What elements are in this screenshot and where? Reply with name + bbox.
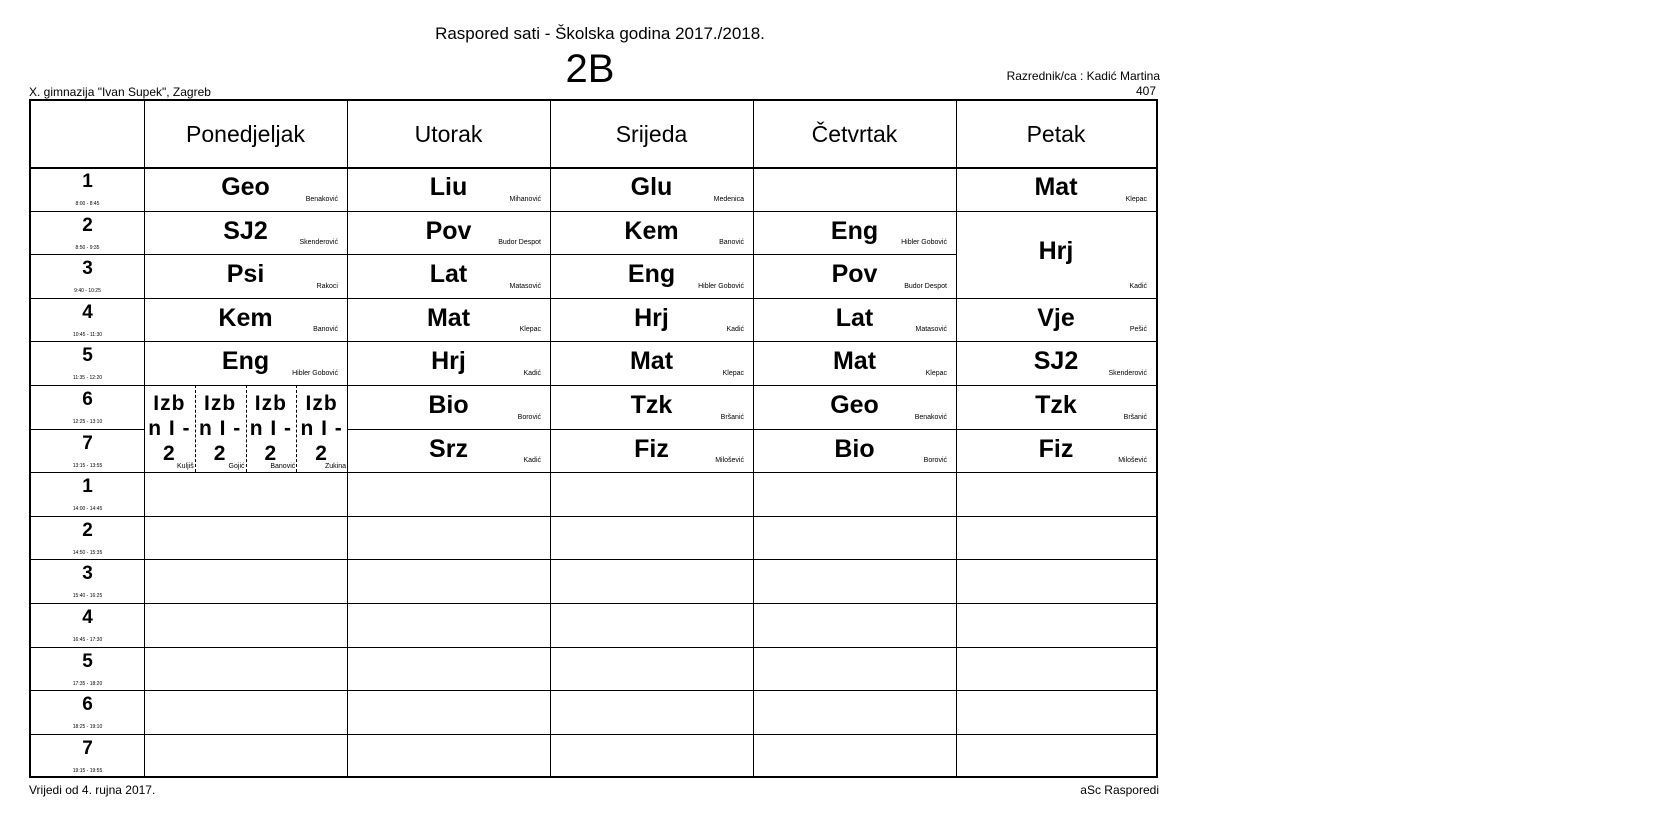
period-number: 6 bbox=[82, 389, 93, 410]
lesson-subject: Eng bbox=[627, 260, 676, 289]
lesson-subject: SJ2 bbox=[223, 216, 268, 245]
day-header: Utorak bbox=[414, 121, 483, 147]
lesson-teacher: Borović bbox=[923, 457, 947, 465]
lesson-subject: Pov bbox=[425, 216, 472, 245]
period-time: 15:40 - 16:25 bbox=[72, 593, 103, 600]
period-time: 14:50 - 15:35 bbox=[72, 549, 103, 556]
lesson-subject: Lat bbox=[835, 303, 874, 332]
period-number: 7 bbox=[82, 737, 93, 759]
row-divider bbox=[31, 647, 1156, 648]
split-lesson-teacher: Kuljiš bbox=[177, 463, 194, 471]
period-time: 19:15 - 19:55 bbox=[72, 767, 103, 774]
row-divider bbox=[31, 603, 1156, 604]
lesson-teacher: Benaković bbox=[305, 195, 338, 203]
lesson-teacher: Hibler Gobović bbox=[698, 282, 744, 290]
split-lesson-subject: Izb n I - 2 bbox=[249, 392, 293, 465]
lesson-cell[interactable] bbox=[753, 429, 956, 473]
lesson-teacher: Kadić bbox=[1129, 282, 1147, 290]
lesson-teacher: Skenderović bbox=[299, 239, 338, 247]
split-lesson-subject: Izb n I - 2 bbox=[198, 392, 242, 465]
period-number: 3 bbox=[82, 258, 93, 280]
lesson-subject: Bio bbox=[834, 434, 875, 463]
split-lesson-teacher: Banović bbox=[270, 463, 296, 471]
lesson-cell[interactable] bbox=[550, 211, 753, 255]
split-lesson[interactable] bbox=[144, 385, 195, 472]
lesson-subject: Tzk bbox=[630, 391, 673, 419]
row-divider bbox=[31, 690, 1156, 691]
lesson-teacher: Kadić bbox=[523, 457, 541, 465]
lesson-cell[interactable] bbox=[550, 298, 753, 342]
lesson-teacher: Klepac bbox=[1125, 195, 1147, 203]
lesson-teacher: Medenica bbox=[713, 195, 744, 203]
lesson-teacher: Kadić bbox=[726, 326, 744, 334]
lesson-subject: Fiz bbox=[1038, 434, 1074, 463]
homeroom-teacher: Razrednik/ca : Kadić Martina bbox=[1006, 69, 1160, 83]
lesson-cell[interactable] bbox=[956, 298, 1156, 342]
lesson-cell[interactable] bbox=[347, 167, 550, 211]
period-number: 1 bbox=[82, 476, 93, 498]
lesson-teacher: Klepac bbox=[722, 369, 744, 377]
lesson-teacher: Banović bbox=[313, 326, 338, 334]
lesson-cell[interactable] bbox=[144, 254, 347, 298]
lesson-subject: Srz bbox=[429, 434, 468, 463]
split-divider bbox=[246, 385, 247, 472]
split-divider bbox=[195, 385, 196, 472]
lesson-cell[interactable] bbox=[347, 211, 550, 255]
lesson-teacher: Kadić bbox=[523, 369, 541, 377]
lesson-subject: Fiz bbox=[634, 434, 669, 463]
software-credit: aSc Rasporedi bbox=[1080, 783, 1159, 797]
period-time: 11:35 - 12:20 bbox=[72, 375, 103, 382]
lesson-teacher: Budor Despot bbox=[904, 282, 947, 290]
lesson-subject: Pov bbox=[831, 260, 878, 289]
room-number: 407 bbox=[1135, 84, 1156, 98]
row-divider bbox=[31, 734, 1156, 735]
lesson-subject: Hrj bbox=[1038, 236, 1074, 265]
lesson-teacher: Klepac bbox=[925, 369, 947, 377]
row-divider bbox=[31, 429, 144, 430]
row-divider bbox=[31, 559, 1156, 560]
lesson-cell[interactable] bbox=[144, 298, 347, 342]
period-number: 1 bbox=[82, 171, 93, 192]
lesson-teacher: Banović bbox=[719, 239, 744, 247]
period-number: 3 bbox=[82, 563, 93, 585]
day-header: Srijeda bbox=[615, 121, 688, 147]
lesson-cell[interactable] bbox=[550, 341, 753, 385]
split-lesson-teacher: Zukina bbox=[324, 463, 346, 471]
lesson-cell[interactable] bbox=[753, 211, 956, 255]
lesson-teacher: Matasović bbox=[509, 282, 541, 290]
split-divider bbox=[296, 385, 297, 472]
lesson-teacher: Rakoci bbox=[316, 282, 338, 290]
timetable-grid bbox=[29, 99, 1158, 778]
lesson-teacher: Milošević bbox=[715, 457, 744, 465]
lesson-cell[interactable] bbox=[550, 167, 753, 211]
timetable-title: Raspored sati - Školska godina 2017./2018. bbox=[435, 24, 765, 43]
period-number: 2 bbox=[82, 214, 93, 236]
lesson-cell[interactable] bbox=[347, 429, 550, 473]
lesson-subject: Geo bbox=[830, 391, 879, 419]
lesson-cell[interactable] bbox=[347, 254, 550, 298]
period-number: 6 bbox=[82, 694, 93, 716]
period-time: 12:25 - 13:10 bbox=[72, 419, 103, 425]
lesson-subject: Mat bbox=[629, 347, 674, 376]
split-lesson[interactable] bbox=[195, 385, 246, 472]
lesson-cell[interactable] bbox=[956, 167, 1156, 211]
lesson-cell[interactable] bbox=[550, 254, 753, 298]
period-time: 14:00 - 14:45 bbox=[72, 506, 103, 513]
period-number: 5 bbox=[82, 345, 93, 367]
lesson-subject: Lat bbox=[429, 260, 468, 289]
lesson-cell[interactable] bbox=[144, 341, 347, 385]
lesson-cell[interactable] bbox=[753, 298, 956, 342]
split-lesson-subject: Izb n I - 2 bbox=[300, 392, 343, 465]
day-header: Petak bbox=[1026, 121, 1086, 147]
lesson-teacher: Klepac bbox=[519, 326, 541, 334]
valid-from: Vrijedi od 4. rujna 2017. bbox=[29, 783, 156, 797]
lesson-subject: Glu bbox=[630, 173, 673, 201]
split-lesson-subject: Izb n I - 2 bbox=[148, 392, 191, 465]
period-number: 7 bbox=[82, 432, 93, 454]
period-number: 4 bbox=[82, 607, 93, 628]
lesson-cell[interactable] bbox=[753, 385, 956, 429]
lesson-cell[interactable] bbox=[144, 167, 347, 211]
lesson-teacher: Mihanović bbox=[509, 195, 541, 203]
row-divider bbox=[31, 516, 1156, 517]
lesson-subject: Mat bbox=[832, 347, 877, 376]
lesson-subject: Eng bbox=[221, 347, 270, 376]
lesson-subject: Hrj bbox=[634, 303, 669, 332]
lesson-teacher: Budor Despot bbox=[498, 239, 541, 247]
split-lesson[interactable] bbox=[296, 385, 347, 472]
lesson-teacher: Matasović bbox=[915, 326, 947, 334]
lesson-subject: Kem bbox=[624, 216, 679, 245]
lesson-subject: Eng bbox=[830, 216, 879, 245]
lesson-cell[interactable] bbox=[144, 211, 347, 255]
period-time: 18:25 - 19:10 bbox=[72, 724, 103, 731]
lesson-subject: Mat bbox=[1034, 173, 1078, 201]
period-time: 8:50 - 9:35 bbox=[75, 244, 100, 251]
period-time: 13:15 - 13:55 bbox=[72, 462, 103, 469]
lesson-teacher: Milošević bbox=[1118, 457, 1147, 465]
period-time: 17:35 - 18:20 bbox=[72, 680, 103, 687]
lesson-cell[interactable] bbox=[956, 211, 1156, 298]
lesson-subject: SJ2 bbox=[1033, 347, 1079, 376]
period-time: 8:00 - 8:45 bbox=[75, 201, 100, 207]
lesson-cell[interactable] bbox=[347, 385, 550, 429]
period-number: 2 bbox=[82, 519, 93, 541]
lesson-teacher: Hibler Gobović bbox=[901, 239, 947, 247]
lesson-cell[interactable] bbox=[550, 429, 753, 473]
split-lesson[interactable] bbox=[246, 385, 297, 472]
period-time: 16:45 - 17:30 bbox=[72, 637, 103, 643]
lesson-cell[interactable] bbox=[956, 429, 1156, 473]
period-time: 10:45 - 11:30 bbox=[72, 331, 103, 338]
lesson-cell[interactable] bbox=[753, 254, 956, 298]
lesson-teacher: Skenderović bbox=[1108, 369, 1147, 377]
lesson-subject: Geo bbox=[221, 173, 270, 201]
lesson-cell[interactable] bbox=[753, 341, 956, 385]
lesson-subject: Liu bbox=[429, 173, 468, 201]
lesson-cell[interactable] bbox=[347, 341, 550, 385]
lesson-subject: Vje bbox=[1037, 303, 1075, 332]
period-number: 4 bbox=[82, 301, 93, 323]
lesson-teacher: Bršanić bbox=[1123, 413, 1147, 421]
class-name: 2B bbox=[565, 47, 615, 91]
day-header: Ponedjeljak bbox=[186, 121, 305, 147]
lesson-teacher: Bršanić bbox=[720, 413, 744, 421]
lesson-cell[interactable] bbox=[956, 341, 1156, 385]
lesson-teacher: Hibler Gobović bbox=[292, 369, 338, 377]
period-time: 9:40 - 10:25 bbox=[74, 288, 101, 295]
lesson-cell[interactable] bbox=[956, 385, 1156, 429]
lesson-subject: Bio bbox=[428, 391, 469, 419]
lesson-teacher: Benaković bbox=[914, 413, 947, 421]
lesson-teacher: Borović bbox=[517, 413, 541, 421]
lesson-subject: Mat bbox=[426, 303, 471, 332]
split-lesson-group bbox=[144, 385, 347, 472]
day-header: Četvrtak bbox=[811, 121, 898, 147]
period-number: 5 bbox=[82, 650, 93, 672]
row-divider bbox=[31, 472, 1156, 473]
split-lesson-teacher: Gojić bbox=[228, 463, 245, 471]
lesson-cell[interactable] bbox=[550, 385, 753, 429]
lesson-cell[interactable] bbox=[347, 298, 550, 342]
lesson-subject: Hrj bbox=[431, 347, 466, 376]
lesson-subject: Kem bbox=[218, 303, 273, 332]
lesson-subject: Psi bbox=[226, 260, 265, 289]
lesson-teacher: Pešić bbox=[1129, 326, 1147, 334]
school-name: X. gimnazija "Ivan Supek", Zagreb bbox=[29, 85, 211, 99]
lesson-subject: Tzk bbox=[1035, 391, 1077, 419]
